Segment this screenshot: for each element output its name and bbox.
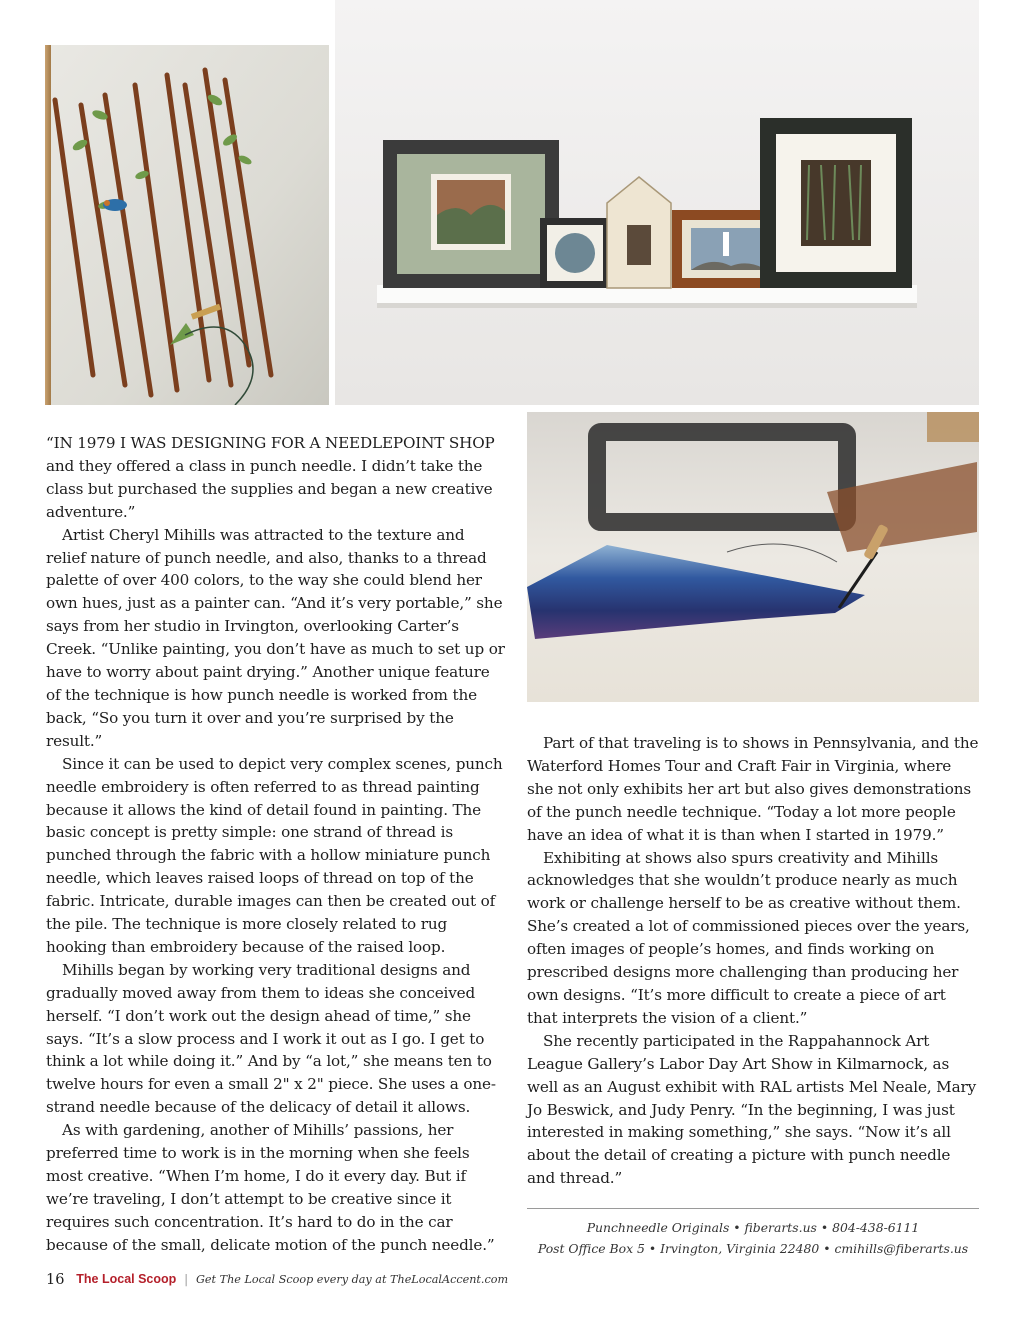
punch-needle-work-in-progress-photo — [527, 412, 979, 702]
footer-separator: | — [184, 1272, 189, 1286]
article-left-column — [46, 432, 506, 1257]
punch-needle-work-in-progress-photo-icon — [527, 412, 979, 702]
framed-artworks-on-shelf-photo-icon — [335, 0, 979, 405]
page-number: 16 — [46, 1272, 65, 1288]
article-paragraph: Since it can be used to depict very complex scenes, punch needle embroidery is often referred to as thread painting because it allows the kind of detail found in painting. The basic concept is pretty simple: one strand of thread is punched through the fabric with a hollow miniature punch needle, which leaves raised loops of thread on top of the fabric. Intricate, durable images can then be created out of the pile. The technique is more closely related to rug hooking than embroidery because of the raised loop. — [46, 754, 503, 956]
contact-line-1: Punchneedle Originals • fiberarts.us • 804-438-6111 — [586, 1220, 920, 1235]
contact-line-2: Post Office Box 5 • Irvington, Virginia 22480 • cmihills@fiberarts.us — [537, 1241, 969, 1256]
footer-tagline: Get The Local Scoop every day at TheLocalAccent.com — [196, 1273, 509, 1286]
article-paragraph: Exhibiting at shows also spurs creativity and Mihills acknowledges that she wouldn’t produce nearly as much work or challenge herself to be as creative without them. She’s created a lot of commissioned pieces over the years, often images of people’s homes, and finds working on prescribed designs more challenging than producing her own designs. “It’s more difficult to create a piece of art that interprets the vision of a client.” — [527, 848, 970, 1027]
framed-artworks-on-shelf-photo — [335, 0, 979, 405]
article-paragraph: As with gardening, another of Mihills’ passions, her preferred time to work is in the morning when she feels most creative. “When I’m home, I do it every day. But if we’re traveling, I don’t attempt to be creative since it requires such concentration. It’s hard to do in the car because of the small, delicate motion of the punch needle.” — [46, 1121, 495, 1254]
article-paragraph: She recently participated in the Rappahannock Art League Gallery’s Labor Day Art Show in Kilmarnock, as well as an August exhibit with RAL artists Mel Neale, Mary Jo Beswick, and Judy Penry. “In the beginning, I was just interested in making something,” she says. “Now it’s all about the detail of creating a picture with punch needle and thread.” — [527, 1031, 977, 1188]
tree-birch-embroidery-photo — [45, 45, 329, 405]
article-paragraph: Part of that traveling is to shows in Pennsylvania, and the Waterford Homes Tour and Craft Fair in Virginia, where she not only exhibits her art but also gives demonstrations of the punch needle technique. “Today a lot more people have an idea of what it is than when I started in 1979.” — [527, 734, 979, 844]
publication-brand: The Local Scoop — [76, 1272, 177, 1286]
page-footer — [46, 1272, 508, 1288]
tree-birch-embroidery-photo-icon — [45, 45, 329, 405]
article-paragraph: Artist Cheryl Mihills was attracted to the texture and relief nature of punch needle, and also, thanks to a thread palette of over 400 colors, to the way she could blend her own hues, just as a painter can. “And it’s very portable,” she says from her studio in Irvington, overlooking Carter’s Creek. “Unlike painting, you don’t have as much to set up or have to worry about paint drying.” Another unique feature of the technique is how punch needle is worked from the back, “So you turn it over and you’re surprised by the result.” — [46, 525, 505, 750]
article-paragraph: “IN 1979 I WAS DESIGNING FOR A NEEDLEPOINT SHOP and they offered a class in punch needle. I didn’t take the class but purchased the supplies and began a new creative adventure.” — [46, 434, 495, 521]
article-right-column — [527, 732, 979, 1190]
article-paragraph: Mihills began by working very traditional designs and gradually moved away from them to ideas she conceived herself. “I don’t work out the design ahead of time,” she says. “It’s a slow process and I work it out as I go. I get to think a lot while doing it.” And by “a lot,” she means ten to twelve hours for even a small 2" x 2" piece. She uses a one-strand needle because of the delicacy of detail it allows. — [46, 960, 496, 1117]
contact-info — [527, 1208, 979, 1259]
